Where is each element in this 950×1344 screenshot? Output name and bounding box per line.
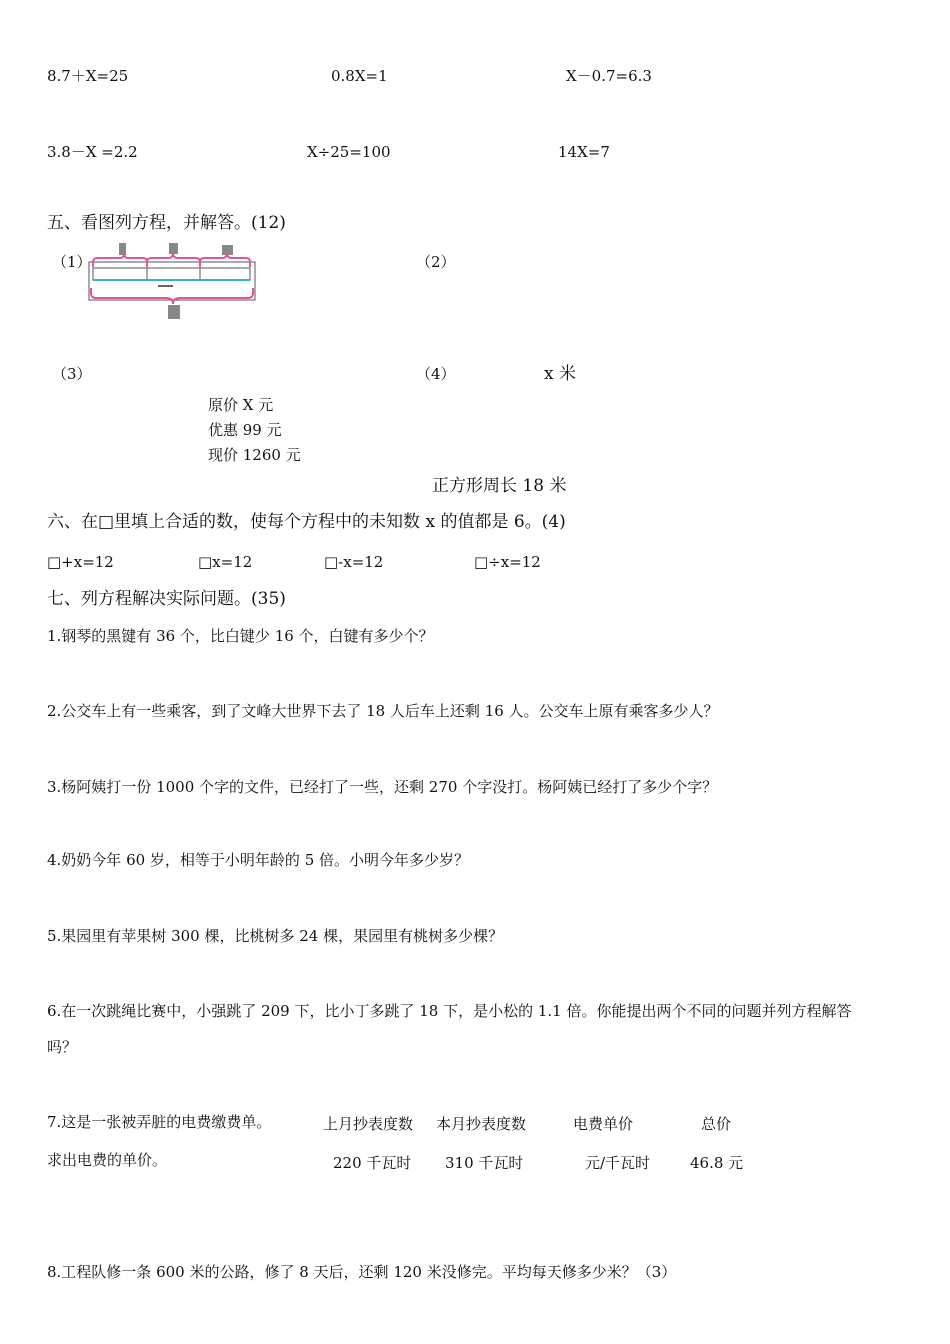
- current-price: 现价 1260 元: [208, 446, 301, 464]
- equation-2: 0.8X=1: [331, 67, 388, 85]
- fill-item-1: □+x=12: [47, 553, 114, 571]
- equation-1: 8.7＋X=25: [47, 67, 129, 85]
- problem-3-label: （3）: [52, 365, 92, 383]
- question-7: 7.这是一张被弄脏的电费缴费单。: [47, 1113, 272, 1131]
- bill-header-last: 上月抄表度数: [323, 1115, 414, 1133]
- bill-header-unit-price: 电费单价: [573, 1115, 634, 1133]
- question-5: 5.果园里有苹果树 300 棵，比桃树多 24 棵，果园里有桃树多少棵？: [47, 927, 504, 945]
- question-1: 1.钢琴的黑键有 36 个，比白键少 16 个，白键有多少个？: [47, 627, 434, 645]
- problem-4-label: （4）: [416, 365, 456, 383]
- bill-value-current: 310 千瓦时: [445, 1154, 524, 1172]
- equation-6: 14X=7: [558, 143, 610, 161]
- question-7-cont: 求出电费的单价。: [47, 1151, 168, 1169]
- discount: 优惠 99 元: [208, 421, 282, 439]
- question-6: 6.在一次跳绳比赛中，小强跳了 209 下，比小丁多跳了 18 下，是小松的 1.1 倍。你能提出两个不同的问题并列方程解答: [47, 1002, 852, 1020]
- equation-4: 3.8－X =2.2: [47, 143, 138, 161]
- segment-diagram: [88, 243, 258, 319]
- question-6-cont: 吗？: [47, 1038, 78, 1056]
- question-2: 2.公交车上有一些乘客，到了文峰大世界下去了 18 人后车上还剩 16 人。公交车上原有乘客多少人？: [47, 702, 719, 720]
- fill-item-3: □-x=12: [324, 553, 384, 571]
- equation-5: X÷25=100: [307, 143, 391, 161]
- question-4: 4.奶奶今年 60 岁，相等于小明年龄的 5 倍。小明今年多少岁？: [47, 851, 470, 869]
- bill-value-total: 46.8 元: [690, 1154, 744, 1172]
- bill-value-unit-price: 元/千瓦时: [585, 1154, 651, 1172]
- question-3: 3.杨阿姨打一份 1000 个字的文件，已经打了一些，还剩 270 个字没打。杨阿姨已经打了多少个字？: [47, 778, 718, 796]
- square-side-label: x 米: [544, 364, 576, 384]
- section5-heading: 五、看图列方程，并解答。(12): [47, 213, 286, 233]
- section6-heading: 六、在□里填上合适的数，使每个方程中的未知数 x 的值都是 6。(4): [47, 512, 566, 532]
- bill-header-total: 总价: [701, 1115, 732, 1133]
- square-perimeter-label: 正方形周长 18 米: [432, 476, 567, 496]
- bill-value-last: 220 千瓦时: [333, 1154, 412, 1172]
- fill-item-4: □÷x=12: [474, 553, 541, 571]
- bill-header-current: 本月抄表度数: [436, 1115, 527, 1133]
- fill-item-2: □x=12: [198, 553, 253, 571]
- equation-3: X－0.7=6.3: [566, 67, 652, 85]
- section7-heading: 七、列方程解决实际问题。(35): [47, 589, 286, 609]
- problem-1-label: （1）: [52, 253, 92, 271]
- problem-2-label: （2）: [416, 253, 456, 271]
- original-price: 原价 X 元: [208, 396, 274, 414]
- question-8: 8.工程队修一条 600 米的公路，修了 8 天后，还剩 120 米没修完。平均每天修多少米？（3）: [47, 1263, 677, 1281]
